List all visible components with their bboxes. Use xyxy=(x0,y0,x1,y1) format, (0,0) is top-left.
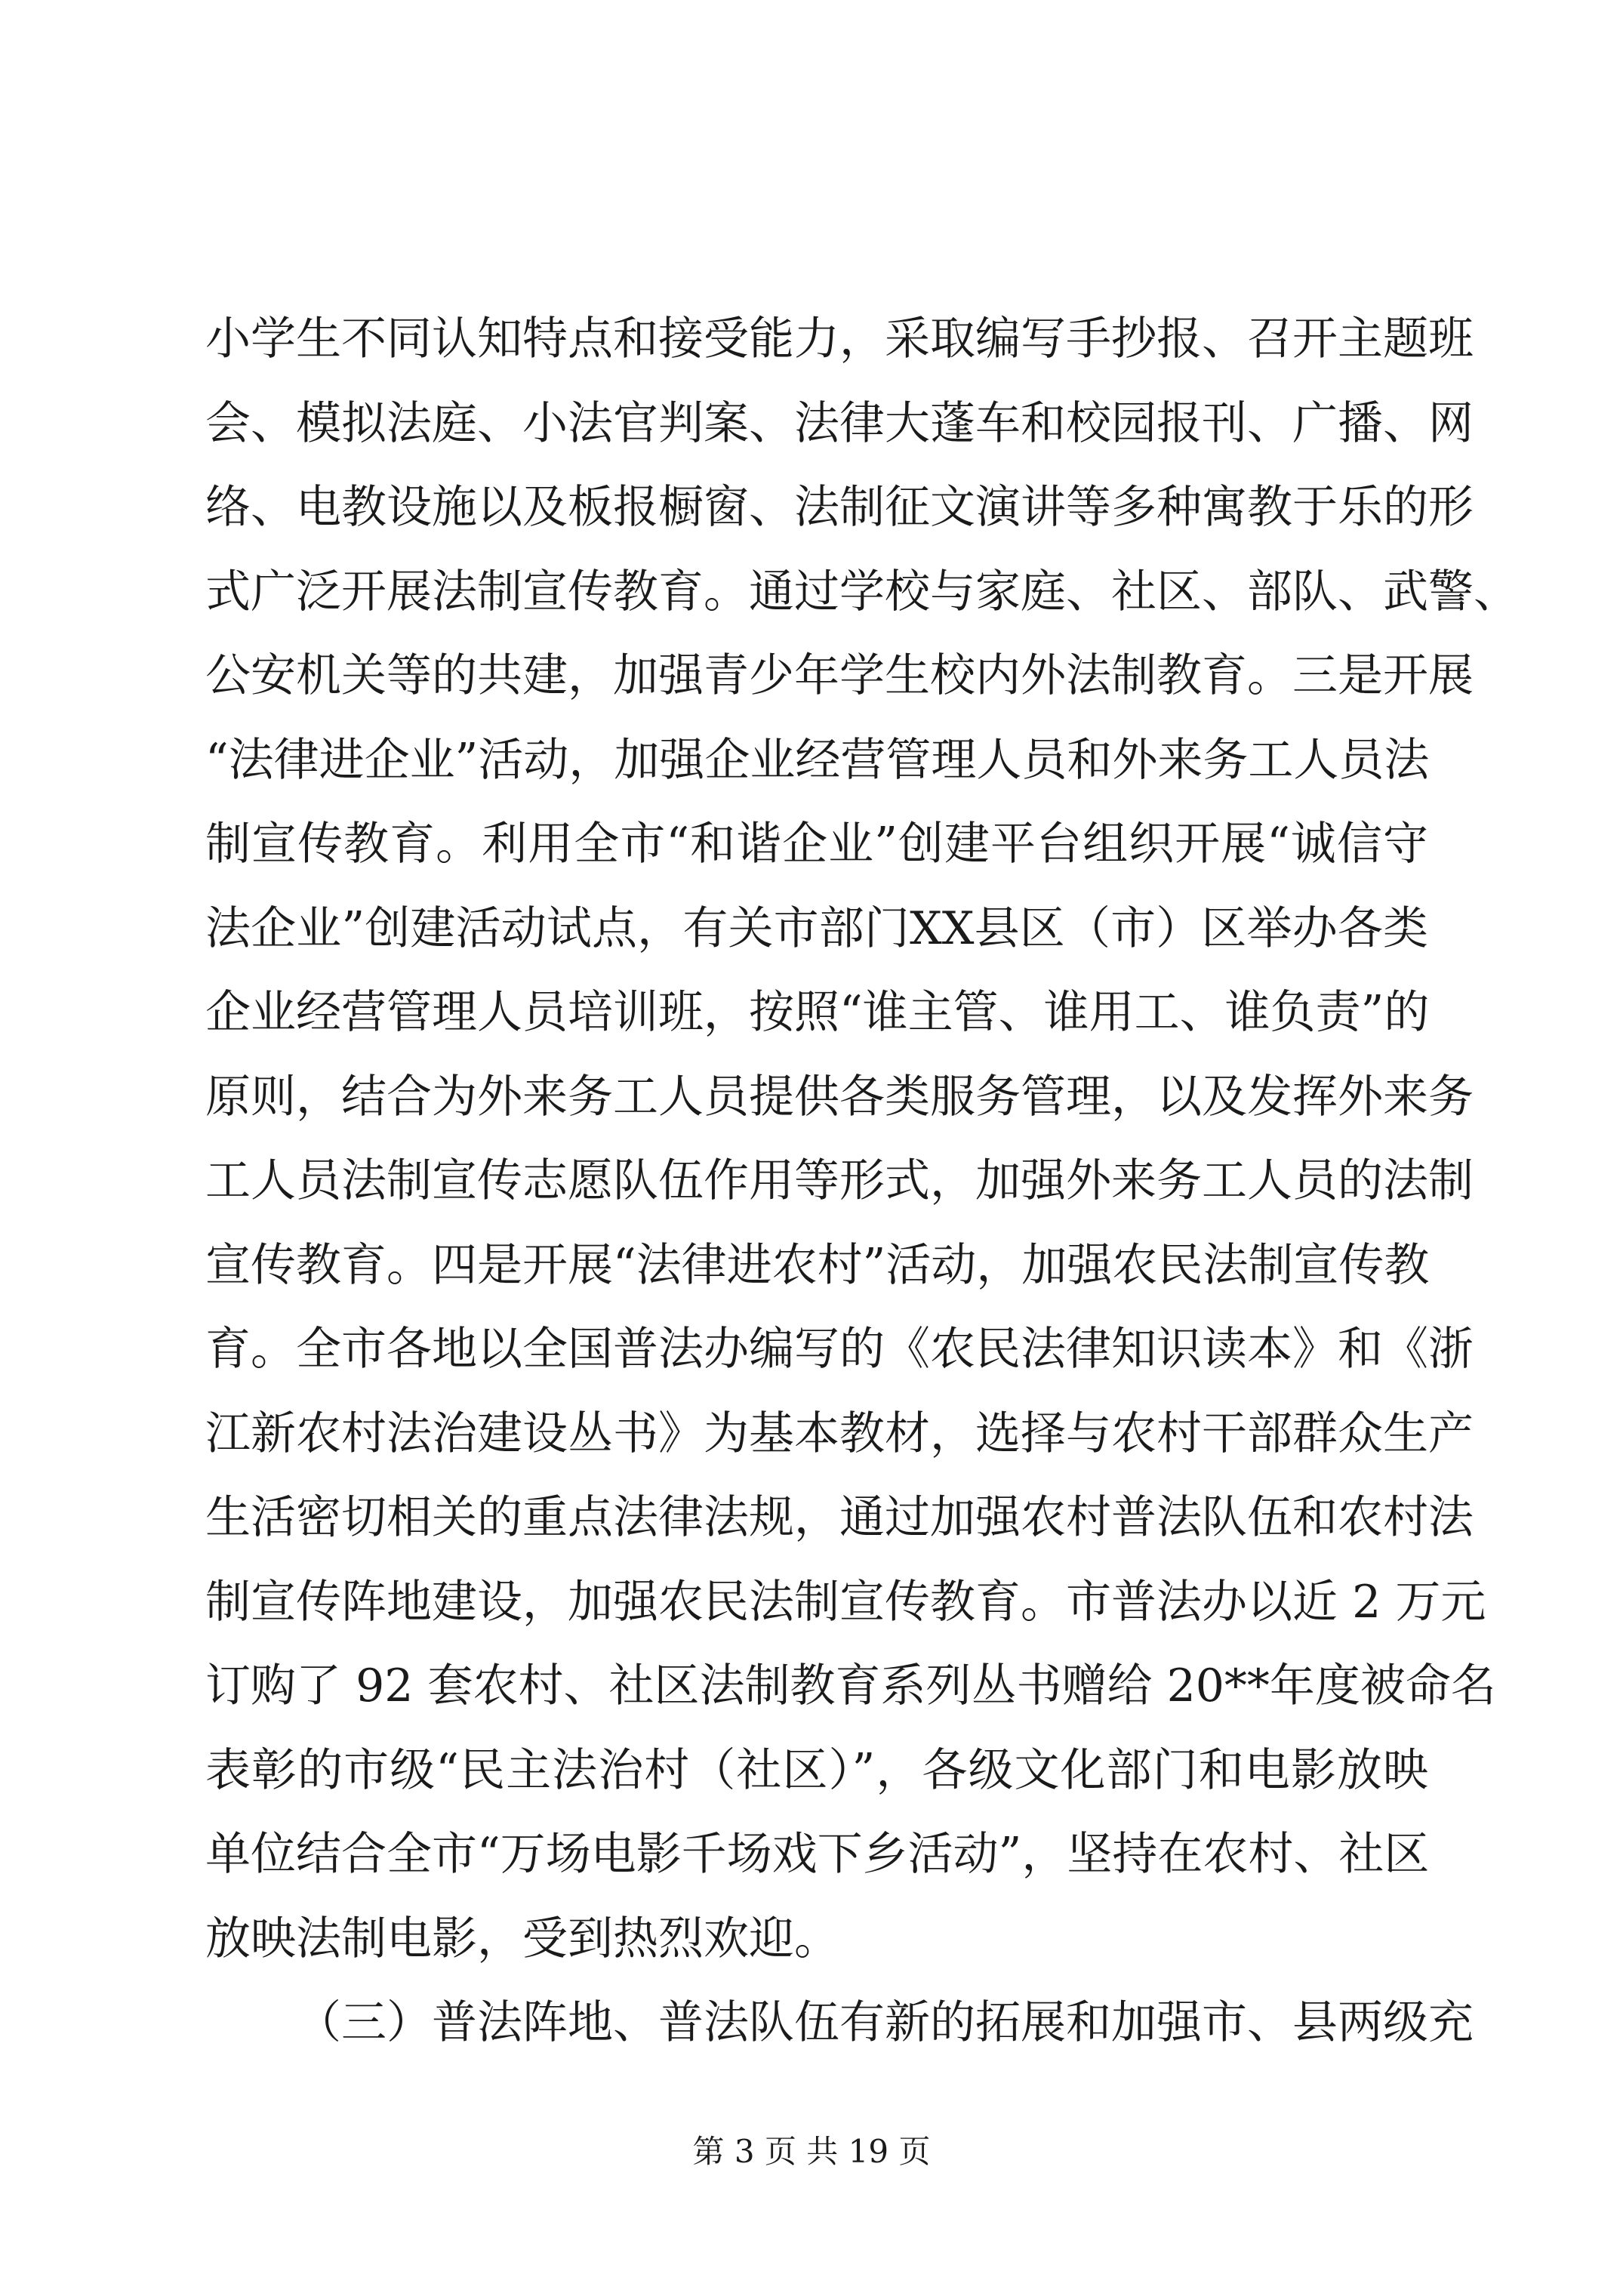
text-line: 原则，结合为外来务工人员提供各类服务管理，以及发挥外来务 xyxy=(205,1070,1474,1123)
text-line: 育。全市各地以全国普法办编写的《农民法律知识读本》和《浙 xyxy=(205,1323,1474,1376)
section-heading-line: （三）普法阵地、普法队伍有新的拓展和加强市、县两级充 xyxy=(296,1996,1474,2049)
text-line: 小学生不同认知特点和接受能力，采取编写手抄报、召开主题班 xyxy=(205,313,1474,365)
text-line: 法企业”创建活动试点，有关市部门XX县区（市）区举办各类 xyxy=(205,901,1428,955)
text-line: 企业经营管理人员培训班，按照“谁主管、谁用工、谁负责”的 xyxy=(205,986,1430,1039)
text-line: 制宣传教育。利用全市“和谐企业”创建平台组织开展“诚信守 xyxy=(205,818,1428,871)
text-line: 江新农村法治建设丛书》为基本教材，选择与农村干部群众生产 xyxy=(205,1407,1474,1460)
paragraph-end-line: 放映法制电影，受到热烈欢迎。 xyxy=(205,1912,839,1965)
text-line: 络、电教设施以及板报橱窗、法制征文演讲等多种寓教于乐的形 xyxy=(205,481,1474,534)
text-line: 会、模拟法庭、小法官判案、法律大蓬车和校园报刊、广播、网 xyxy=(205,396,1474,450)
text-line: 制宣传阵地建设，加强农民法制宣传教育。市普法办以近 2 万元 xyxy=(205,1575,1486,1629)
text-line: 订购了 92 套农村、社区法制教育系列丛书赠给 20**年度被命名 xyxy=(205,1660,1496,1712)
text-line: 式广泛开展法制宣传教育。通过学校与家庭、社区、部队、武警、 xyxy=(205,565,1519,618)
text-line: “法律进企业”活动，加强企业经营管理人员和外来务工人员法 xyxy=(205,733,1430,787)
text-line: 公安机关等的共建，加强青少年学生校内外法制教育。三是开展 xyxy=(205,649,1474,702)
text-line: 表彰的市级“民主法治村（社区）”，各级文化部门和电影放映 xyxy=(205,1743,1428,1797)
text-line: 宣传教育。四是开展“法律进农村”活动，加强农民法制宣传教 xyxy=(205,1238,1430,1292)
page-footer: 第 3 页 共 19 页 xyxy=(692,2133,931,2170)
body-text xyxy=(205,305,1519,2073)
text-line: 单位结合全市“万场电影千场戏下乡活动”，坚持在农村、社区 xyxy=(205,1828,1430,1881)
text-line: 工人员法制宣传志愿队伍作用等形式，加强外来务工人员的法制 xyxy=(205,1154,1474,1207)
text-line: 生活密切相关的重点法律法规，通过加强农村普法队伍和农村法 xyxy=(205,1491,1474,1544)
